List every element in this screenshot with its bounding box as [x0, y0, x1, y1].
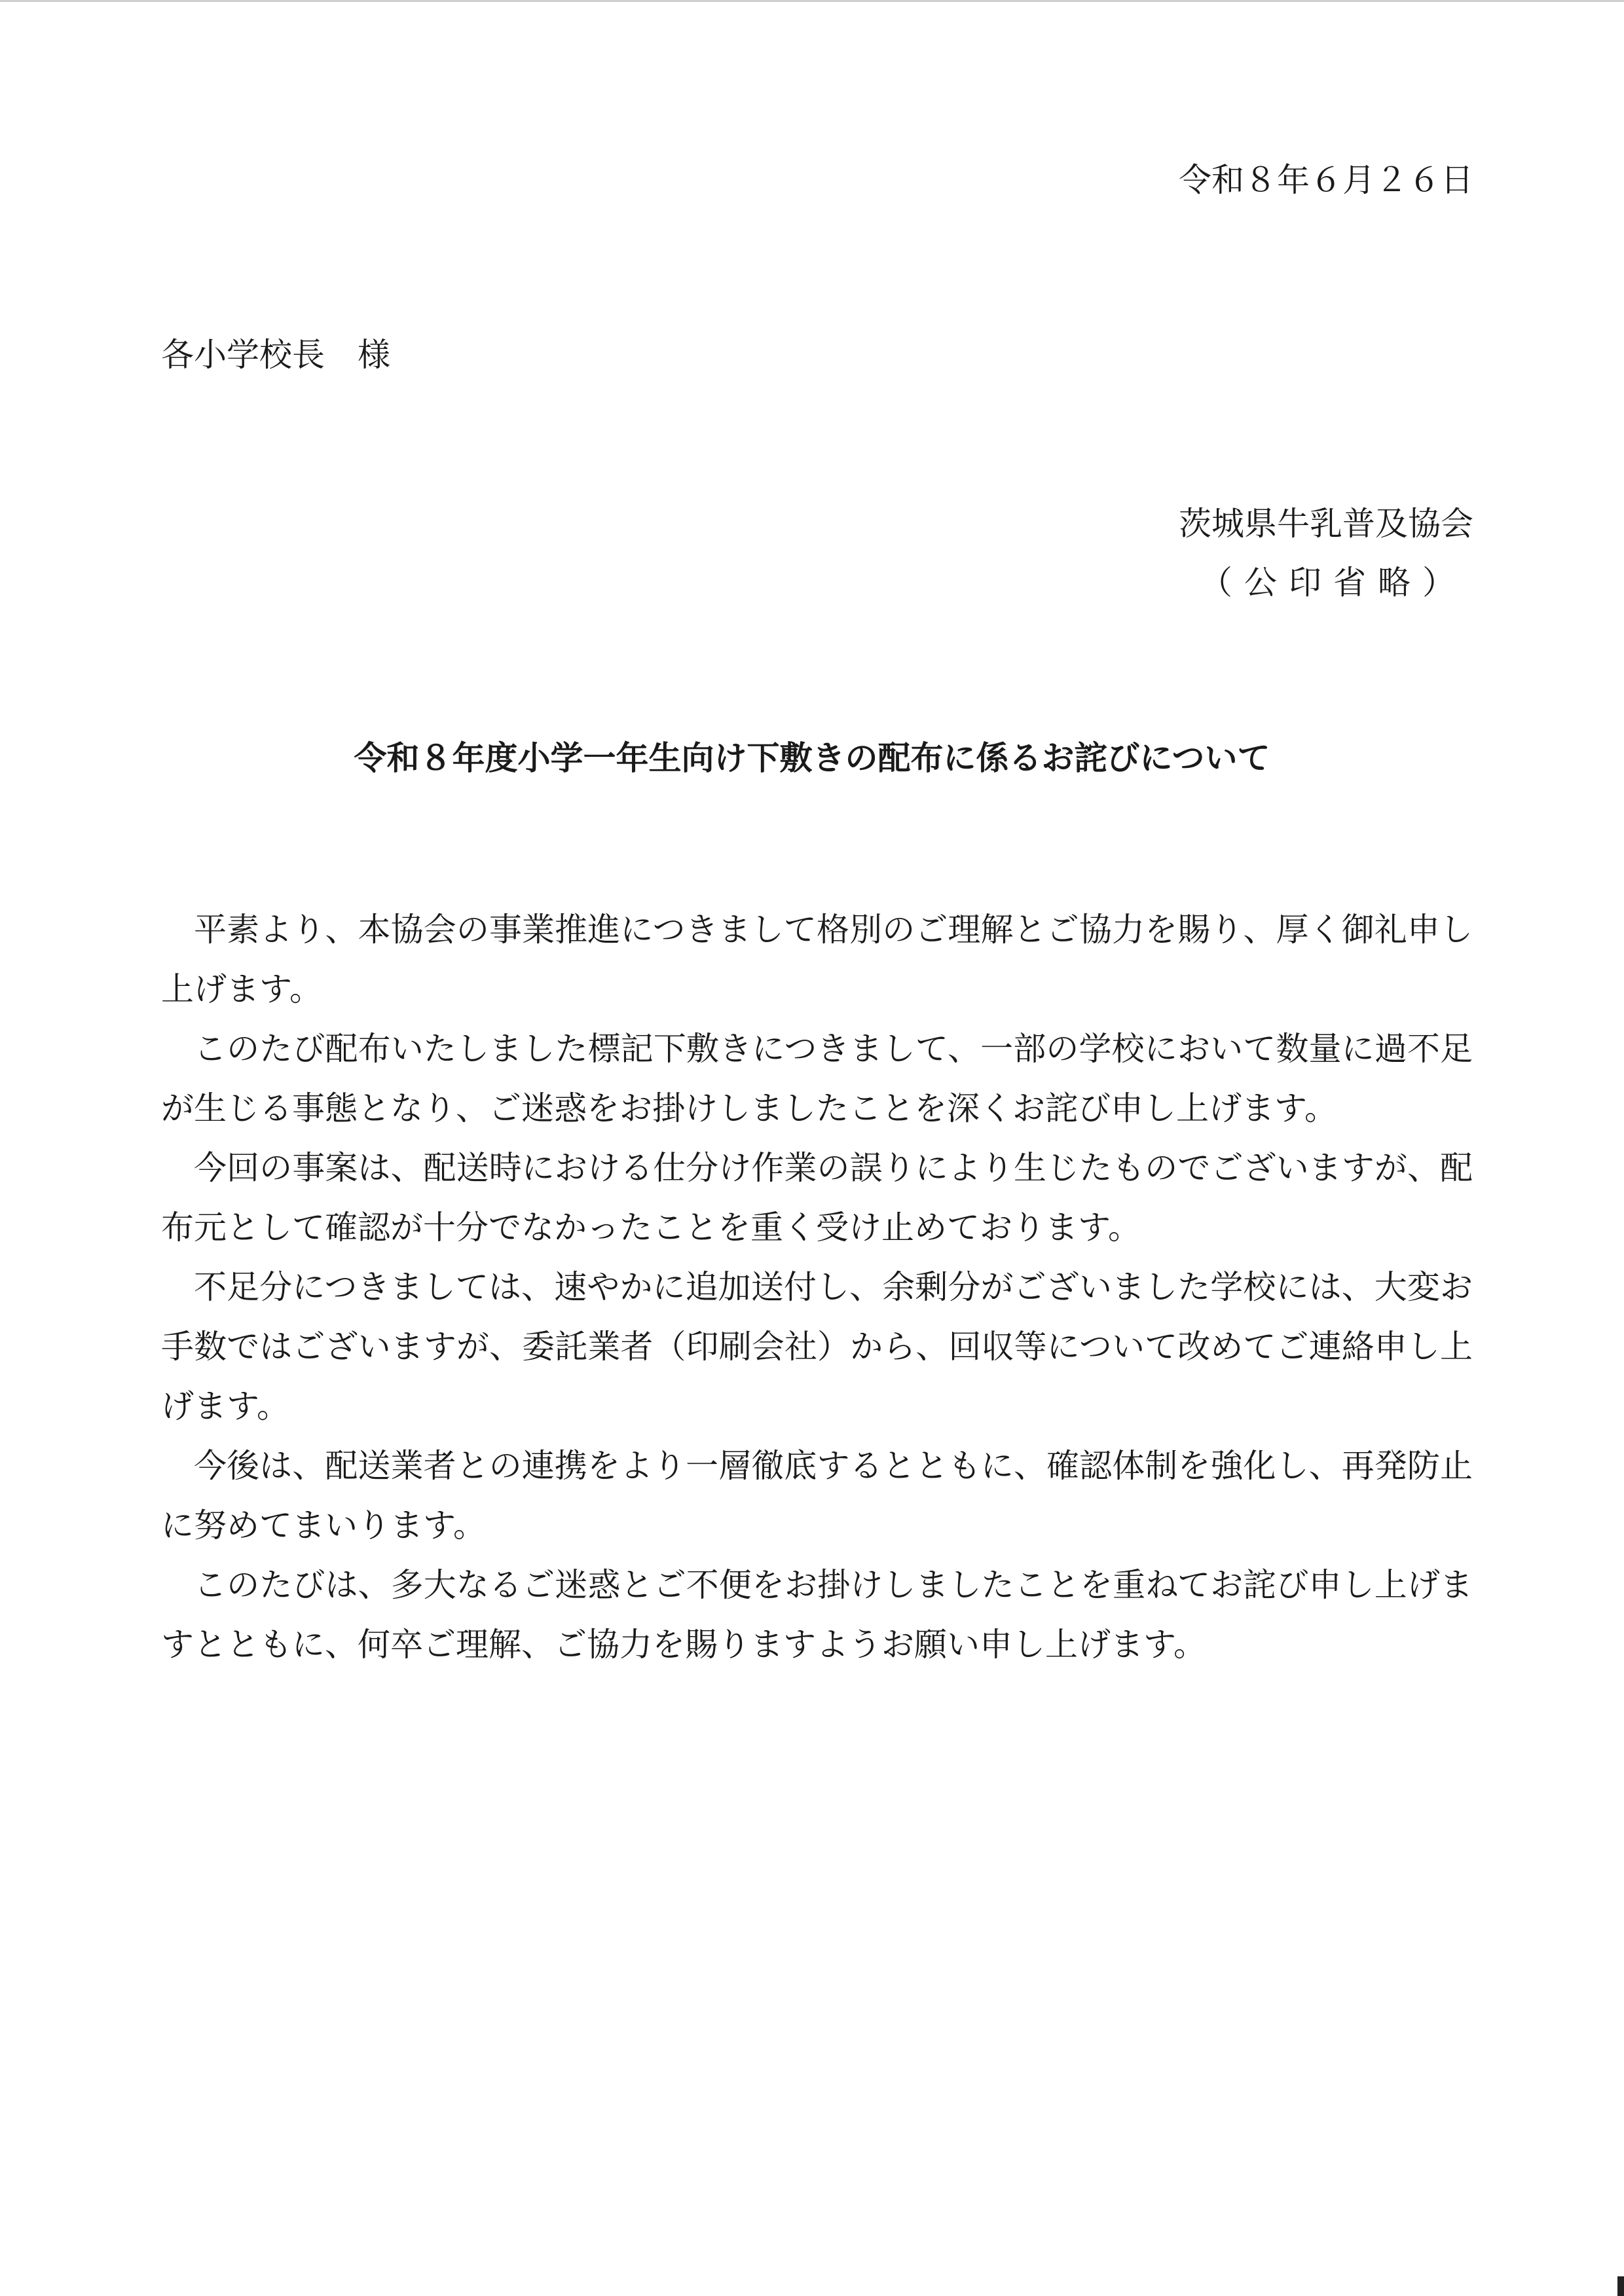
scan-artifact — [1617, 2276, 1624, 2296]
body-paragraph: 不足分につきましては、速やかに追加送付し、余剰分がございました学校には、大変お手数ではございますが、委託業者（印刷会社）から、回収等について改めてご連絡申し上げます。 — [161, 1268, 1473, 1425]
sender-organization: 茨城県牛乳普及協会 — [1179, 505, 1473, 543]
seal-omitted-note: （公印省略） — [1200, 564, 1467, 602]
page-top-edge — [0, 0, 1624, 2]
body-paragraph: このたびは、多大なるご迷惑とご不便をお掛けしましたことを重ねてお詫び申し上げますとともに、何卒ご理解、ご協力を賜りますようお願い申し上げます。 — [161, 1566, 1473, 1664]
addressee-honorific: 様 — [358, 336, 390, 374]
body-paragraph: このたび配布いたしました標記下敷きにつきまして、一部の学校において数量に過不足が生じる事態となり、ご迷惑をお掛けしましたことを深くお詫び申し上げます。 — [161, 1030, 1473, 1127]
addressee-name: 各小学校長 — [161, 336, 325, 374]
body-paragraph: 今回の事案は、配送時における仕分け作業の誤りにより生じたものでございますが、配布元として確認が十分でなかったことを重く受け止めております。 — [161, 1149, 1473, 1247]
letter-date: 令和８年６月２６日 — [1179, 161, 1473, 199]
letter-title: 令和８年度小学一年生向け下敷きの配布に係るお詫びについて — [354, 739, 1270, 777]
addressee — [161, 335, 390, 374]
body-paragraph: 平素より、本協会の事業推進につきまして格別のご理解とご協力を賜り、厚く御礼申し上げます。 — [161, 911, 1473, 1008]
body-paragraph: 今後は、配送業者との連携をより一層徹底するとともに、確認体制を強化し、再発防止に努めてまいります。 — [161, 1447, 1473, 1544]
sender-block — [1179, 504, 1473, 602]
letter-body — [161, 900, 1473, 1675]
